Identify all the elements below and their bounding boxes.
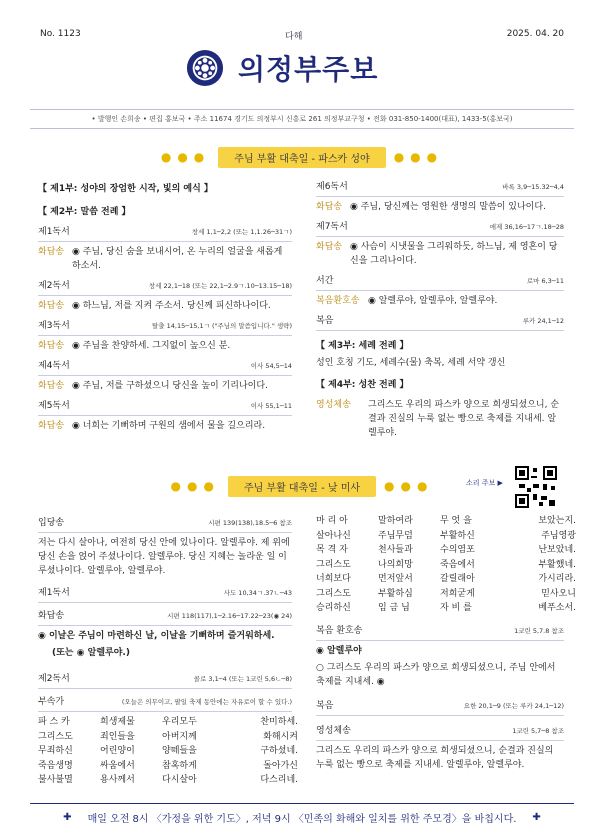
- reading-title: 복음: [316, 316, 334, 326]
- psalm-block: [38, 299, 292, 313]
- reading-ref: 에제 36,16─17ㄱ.18─28: [489, 223, 564, 231]
- poem-word: 다시살아: [162, 775, 197, 785]
- part-heading: 【 제2부: 말씀 전례 】: [38, 207, 131, 217]
- cross-icon: ✚: [532, 811, 541, 823]
- day-right-column: [316, 514, 576, 772]
- qr-code-icon[interactable]: [515, 466, 557, 508]
- poem-word: 무 엇 을: [440, 516, 472, 526]
- reading-ref: 창세 1,1─2,2 (또는 1,1.26─31ㄱ): [191, 228, 292, 236]
- reading-title: 제3독서: [38, 321, 70, 331]
- reading-ref: 로마 6,3─11: [526, 277, 564, 285]
- acclamation-verse: ○ 그리스도 우리의 파스카 양으로 희생되셨으니, 주님 안에서 축제를 지내세. ◉: [316, 662, 556, 687]
- poem-word: 부활하심: [378, 588, 413, 599]
- section-banner-vigil: [0, 146, 604, 168]
- poem-word: 찬미하세.: [260, 717, 298, 727]
- reading-row: [316, 312, 564, 331]
- psalm-label: 화답송: [38, 421, 65, 431]
- psalm-label: 화답송: [316, 242, 343, 252]
- reading-row: [316, 722, 564, 741]
- banner-pill: [218, 147, 385, 168]
- poem-word: 그리스도: [316, 588, 351, 599]
- reading-row: [38, 277, 292, 296]
- reading-title: 제4독서: [38, 361, 70, 371]
- reading-row: [38, 693, 292, 712]
- poem-word: 무죄하신: [38, 746, 73, 756]
- baptism-text: 성인 호칭 기도, 세례수(물) 축복, 세례 서약 갱신: [316, 358, 506, 368]
- reading-title: 제1독서: [38, 588, 70, 598]
- poem-word: 너희보다: [316, 574, 351, 584]
- poem-word: 희생제물: [100, 717, 135, 727]
- poem-word: 부활했네.: [538, 559, 576, 570]
- poem-word: 말하여라: [378, 516, 413, 526]
- psalm-alternative: (또는 ◉ 알렐루야.): [52, 648, 130, 658]
- poem-word: 보았는지.: [538, 516, 576, 526]
- psalm-text: ◉ 주님, 당신 숨을 보내시어, 온 누리의 얼굴을 새롭게 하소서.: [72, 247, 283, 271]
- part-heading: 【 제4부: 성찬 전례 】: [316, 380, 409, 390]
- poem-word: 다스리네.: [260, 775, 298, 785]
- reading-title: 제2독서: [38, 281, 70, 291]
- psalm-response: ◉ 이날은 주님이 마련하신 날, 이날을 기뻐하며 즐거워하세.: [38, 631, 275, 641]
- poem-word: 저희굳게: [440, 588, 475, 599]
- audio-bulletin-link[interactable]: 소리 주보 ▶: [466, 479, 503, 487]
- poem-word: 나의희망: [378, 559, 413, 570]
- poem-word: 난보았네.: [538, 545, 576, 555]
- entrance-text: 저는 다시 살아나, 여전히 당신 안에 있나이다. 알렐루야. 제 위에 당신 손을 얹어 주셨나이다. 알렐루야. 당신 지혜는 놀라운 일 이루셨나이다. 알렐루야, 알렐루야.: [38, 538, 290, 576]
- reading-row: [316, 272, 564, 291]
- psalm-block: [38, 339, 292, 353]
- reading-row: [38, 670, 292, 689]
- psalm-text: ◉ 사슴이 시냇물을 그리워하듯, 하느님, 제 영혼이 당신을 그리나이다.: [350, 242, 558, 266]
- poem-word: 그리스도: [38, 731, 73, 742]
- vigil-right-column: [316, 178, 564, 440]
- poem-word: 싸움에서: [100, 760, 135, 771]
- reading-row: [38, 357, 292, 376]
- communion-label: 영성체송: [316, 400, 351, 410]
- poem-word: 부활하신: [440, 530, 475, 541]
- communion-block: [316, 398, 564, 440]
- masthead-title: 의정부주보: [238, 53, 379, 86]
- reading-row: [316, 697, 564, 716]
- poem-word: 화해시켜: [263, 731, 298, 742]
- poem-word: 죽음에서: [440, 559, 475, 570]
- poem-word: 돌아가신: [263, 760, 298, 771]
- reading-ref: 시편 139(138),18.5─6 참조: [208, 519, 292, 527]
- diocese-seal-icon: [186, 49, 224, 87]
- poem-word: 불사불멸: [38, 775, 73, 785]
- reading-row: [38, 584, 292, 603]
- psalm-block: [38, 245, 292, 273]
- reading-ref: 요한 20,1─9 (또는 루카 24,1─12): [463, 701, 564, 710]
- psalm-text: ◉ 너희는 기뻐하며 구원의 샘에서 물을 길으리라.: [72, 421, 266, 431]
- poem-word: 마 리 아: [316, 516, 348, 526]
- banner-pill: [228, 476, 376, 497]
- psalm-block: [38, 419, 292, 433]
- liturgical-year: 다해: [285, 32, 303, 42]
- psalm-label: 화답송: [38, 381, 65, 391]
- section-banner-day-mass: [0, 475, 604, 497]
- reading-ref: 이사 55,1─11: [250, 402, 292, 410]
- reading-ref: 탈출 14,15─15,1ㄱ ("주님의 말씀입니다." 생략): [151, 322, 292, 330]
- poem-word: 가시리라.: [538, 574, 576, 584]
- day-left-column: [38, 514, 298, 788]
- poem-word: 죽음생명: [38, 760, 73, 771]
- poem-word: 자 비 를: [440, 603, 472, 613]
- footer-text: 매일 오전 8시 〈가정을 위한 기도〉, 저녁 9시 〈민족의 화해와 일치를 위한 주모경〉을 바칩시다.: [87, 813, 517, 825]
- reading-row: [38, 223, 292, 242]
- reading-title: 복음 환호송: [316, 625, 363, 636]
- poem-word: 주님영광: [541, 530, 576, 541]
- top-line: [40, 29, 564, 42]
- reading-ref: 이사 54,5─14: [250, 362, 292, 370]
- reading-ref: 1코린 5,7.8 참조: [514, 626, 564, 635]
- reading-ref: 사도 10,34ㄱ.37ㄴ─43: [223, 589, 292, 597]
- reading-row: [38, 317, 292, 336]
- reading-title: 제6독서: [316, 182, 348, 192]
- reading-ref: (오늘은 의무이고, 팔일 축제 동안에는 자유로이 할 수 있다.): [121, 698, 292, 706]
- reading-row: [316, 178, 564, 197]
- issue-number: No. 1123: [40, 29, 81, 39]
- poem-word: 수의염포: [440, 545, 475, 555]
- psalm-text: ◉ 주님, 당신께는 영원한 생명의 말씀이 있나이다.: [350, 202, 546, 212]
- reading-title: 제1독서: [38, 227, 70, 237]
- part-heading: 【 제3부: 세례 전례 】: [316, 341, 409, 351]
- part-heading: 【 제1부: 성야의 장엄한 시작, 빛의 예식 】: [38, 184, 213, 194]
- poem-word: 승리하신: [316, 603, 351, 613]
- reading-title: 화답송: [38, 611, 65, 621]
- banner-title: 주님 부활 대축일 - 파스카 성야: [234, 153, 370, 165]
- poem-word: 믿사오니: [541, 588, 576, 599]
- communion-text: 그리스도 우리의 파스카 양으로 희생되셨으니, 순결과 진실의 누룩 없는 빵으로 축제를 지내세. 알렐루야.: [368, 400, 560, 438]
- vigil-left-column: [38, 178, 292, 433]
- reading-ref: 창세 22,1─18 (또는 22,1─2.9ㄱ.10─13.15─18): [148, 282, 292, 290]
- poem-word: 죄인들을: [100, 731, 135, 742]
- reading-ref: 루카 24,1─12: [522, 317, 564, 325]
- poem-word: 임 금 님: [378, 603, 410, 613]
- reading-title: 제5독서: [38, 401, 70, 411]
- reading-title: 제2독서: [38, 674, 70, 684]
- reading-row: [38, 514, 292, 533]
- psalm-text: ◉ 하느님, 저를 지켜 주소서. 당신께 피신하나이다.: [72, 301, 271, 311]
- issue-date: 2025. 04. 20: [506, 29, 564, 39]
- poem-word: 아버지께: [162, 731, 197, 742]
- reading-title: 영성체송: [316, 725, 351, 736]
- cross-icon: ✚: [63, 811, 72, 823]
- poem-word: 천사들과: [378, 545, 413, 555]
- reading-row: [316, 622, 564, 641]
- psalm-label: 화답송: [38, 247, 65, 257]
- poem-word: 어린양이: [100, 746, 135, 756]
- sequence-poem-right: [316, 514, 576, 616]
- psalm-text: ◉ 주님을 찬양하세. 그지없이 높으신 분.: [72, 341, 231, 351]
- banner-dots-left: ●●●: [170, 479, 220, 493]
- psalm-block: [316, 200, 564, 214]
- psalm-label: 화답송: [316, 202, 343, 212]
- psalm-label: 화답송: [38, 341, 65, 351]
- psalm-block: [38, 379, 292, 393]
- poem-word: 먼저앞서: [378, 574, 413, 584]
- poem-word: 파 스 카: [38, 717, 70, 727]
- banner-title: 주님 부활 대축일 - 낮 미사: [243, 482, 361, 494]
- reading-ref: 시편 118(117),1─2.16─17.22─23(◉ 24): [167, 612, 292, 620]
- reading-title: 복음: [316, 700, 334, 711]
- psalm-block: [316, 240, 564, 268]
- poem-word: 갈릴래아: [440, 574, 475, 584]
- psalm-text: ◉ 알렐루야, 알렐루야, 알렐루야.: [368, 296, 498, 306]
- poem-word: 주님무덤: [378, 530, 413, 541]
- psalm-label: 복음환호송: [316, 296, 360, 306]
- banner-dots-right: ●●●: [393, 150, 444, 164]
- reading-row: [316, 218, 564, 237]
- reading-title: 서간: [316, 276, 334, 286]
- psalm-block: [316, 294, 564, 308]
- reading-title: 부속가: [38, 697, 65, 707]
- poem-word: 베푸소서.: [538, 603, 576, 613]
- masthead: [186, 48, 378, 88]
- poem-word: 구하셨네.: [260, 746, 298, 756]
- poem-word: 양떼들을: [162, 746, 197, 756]
- banner-dots-left: ●●●: [160, 150, 211, 164]
- poem-word: 우리모두: [162, 717, 197, 727]
- reading-ref: 바록 3,9─15.32─4,4: [502, 183, 564, 191]
- reading-ref: 1코린 5,7─8 참조: [512, 726, 564, 735]
- reading-title: 입당송: [38, 518, 65, 528]
- publisher-info: • 발행인 손희송 • 편집 홍보국 • 주소 11674 경기도 의정부시 신흥로 261 의정부교구청 • 전화 031-850-1400(대표), 1433-5(홍보국): [30, 109, 574, 129]
- reading-row: [38, 397, 292, 416]
- reading-ref: 콜로 3,1─4 (또는 1코린 5,6ㄴ─8): [193, 675, 292, 683]
- psalm-text: ◉ 주님, 저를 구하셨으니 당신을 높이 기리나이다.: [72, 381, 268, 391]
- poem-word: 용사께서: [100, 775, 135, 785]
- sequence-poem-left: [38, 715, 298, 788]
- footer: [0, 803, 604, 831]
- banner-dots-right: ●●●: [384, 479, 434, 493]
- reading-row: [38, 607, 292, 626]
- communion-text: 그리스도 우리의 파스카 양으로 희생되셨으니, 순결과 진실의 누룩 없는 빵으로 축제를 지내세. 알렐루야, 알렐루야.: [316, 745, 554, 770]
- reading-title: 제7독서: [316, 222, 348, 232]
- acclamation-response: ◉ 알렐루야: [316, 645, 362, 656]
- psalm-label: 화답송: [38, 301, 65, 311]
- poem-word: 살아나신: [316, 530, 351, 541]
- poem-word: 참혹하게: [162, 760, 197, 771]
- poem-word: 목 격 자: [316, 545, 348, 555]
- poem-word: 그리스도: [316, 559, 351, 570]
